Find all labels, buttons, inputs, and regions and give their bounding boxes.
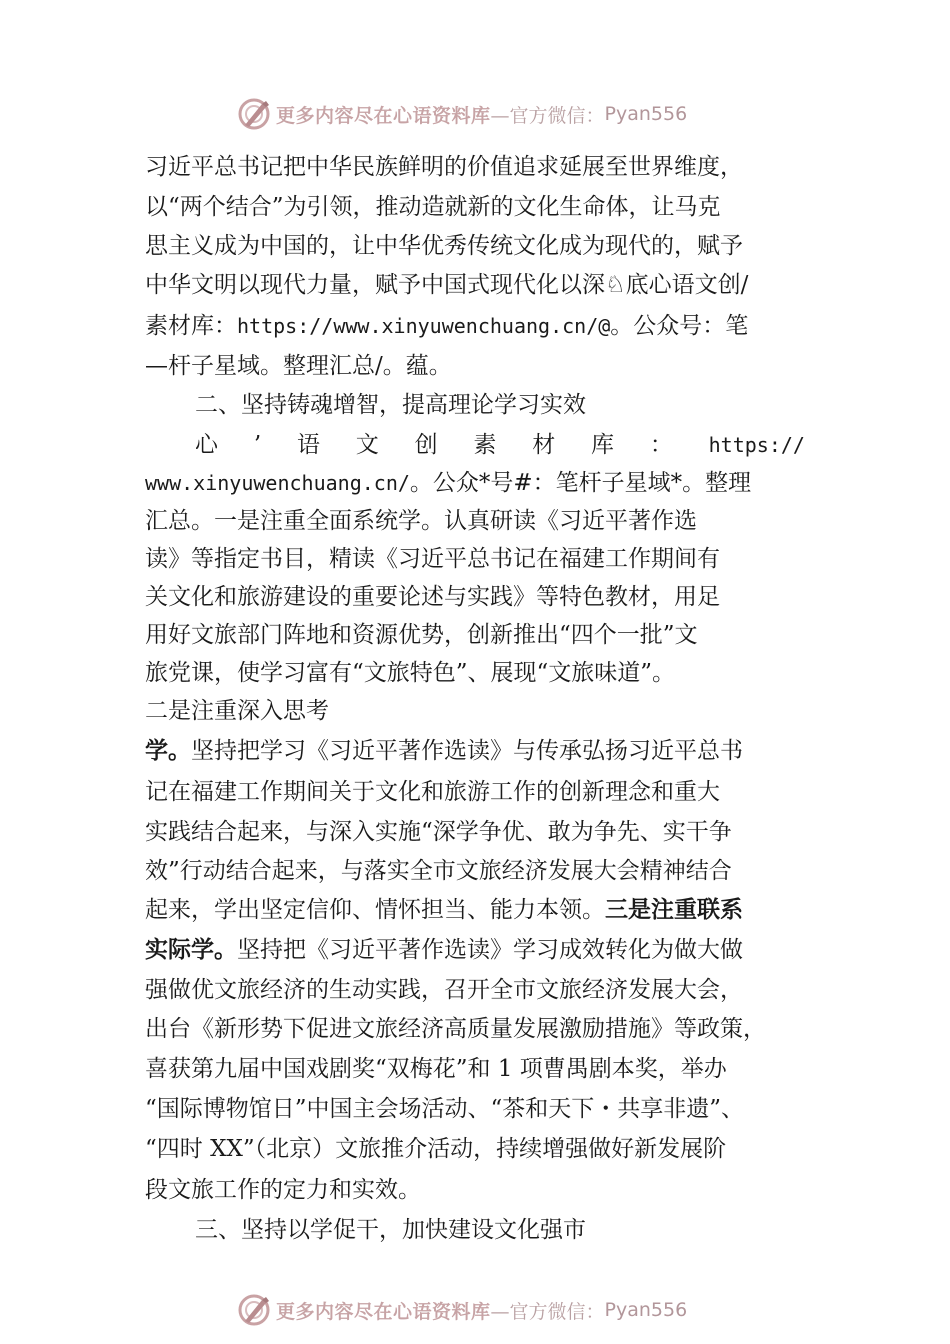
spaced-char: 创	[414, 432, 438, 458]
text-line: 二是注重深入思考	[145, 698, 329, 724]
text-line	[145, 311, 748, 341]
text-span: 坚持把学习《习近平著作选读》与传承弘扬习近平总书	[191, 738, 743, 764]
text-line: 思主义成为中国的，让中华优秀传统文化成为现代的，赋予	[145, 233, 743, 259]
text-line: 出台《新形势下促进文旅经济高质量发展激励措施》等政策，	[145, 1016, 766, 1042]
watermark-separator: —官方微信：	[490, 1300, 605, 1323]
section-heading: 三、坚持以学促干，加快建设文化强市	[195, 1217, 586, 1243]
text-line: 用好文旅部门阵地和资源优势，创新推出“四个一批”文	[145, 622, 698, 648]
text-span: 坚持把《习近平著作选读》学习成效转化为做大做	[237, 937, 743, 963]
text-line: 效”行动结合起来，与落实全市文旅经济发展大会精神结合	[145, 858, 732, 884]
text-line: 汇总。一是注重全面系统学。认真研读《习近平著作选	[145, 508, 697, 534]
text-line: “四时 XX”（北京）文旅推介活动，持续增强做好新发展阶	[145, 1136, 727, 1162]
spaced-char: 库	[591, 432, 614, 458]
text-span: 起来，学出坚定信仰、情怀担当、能力本领。	[145, 897, 605, 923]
pen-logo-icon	[236, 96, 272, 132]
text-line: 中华文明以现代力量，赋予中国式现代化以深♘底心语文创/	[145, 272, 749, 298]
text-line	[145, 468, 751, 498]
bold-text: 三是注重联系	[605, 897, 743, 923]
text-line: 习近平总书记把中华民族鲜明的价值追求延展至世界维度，	[145, 154, 743, 180]
spaced-char: ’	[253, 432, 262, 458]
text-line: 读》等指定书目，精读《习近平总书记在福建工作期间有	[145, 546, 720, 572]
spaced-char: ：	[649, 432, 673, 458]
text-line: 强做优文旅经济的生动实践，召开全市文旅经济发展大会，	[145, 977, 743, 1003]
bold-text: 学。	[145, 738, 191, 764]
text-span: 。公众*号#：笔杆子星域*。整理	[409, 470, 752, 496]
text-line	[145, 736, 743, 766]
text-line	[145, 935, 743, 965]
footer-watermark	[0, 1290, 950, 1330]
text-line: 喜获第九届中国戏剧奖“双梅花”和 1 项曹禺剧本奖，举办	[145, 1056, 727, 1082]
text-line: 记在福建工作期间关于文化和旅游工作的创新理念和重大	[145, 779, 720, 805]
text-line: 实践结合起来，与深入实施“深学争优、敢为争先、实干争	[145, 819, 732, 845]
pen-logo-icon	[236, 1292, 272, 1328]
watermark-text: 更多内容尽在心语资料库	[276, 1300, 491, 1323]
website-url: https://www.xinyuwenchuang.cn/@	[237, 314, 611, 338]
watermark-wechat-id: Pyan556	[604, 103, 688, 125]
text-line: 以“两个结合”为引领，推动造就新的文化生命体，让马克	[145, 194, 721, 220]
text-line: 关文化和旅游建设的重要论述与实践》等特色教材，用足	[145, 584, 720, 610]
section-heading: 二、坚持铸魂增智，提高理论学习实效	[195, 392, 586, 418]
spaced-char: 材	[532, 432, 556, 458]
spaced-char: 素	[473, 432, 497, 458]
text-line: “国际博物馆日”中国主会场活动、“茶和天下・共享非遗”、	[145, 1096, 745, 1122]
text-line: 旅党课，使学习富有“文旅特色”、展现“文旅味道”。	[145, 660, 676, 686]
spaced-char: 语	[296, 432, 320, 458]
bold-text: 实际学。	[145, 937, 237, 963]
watermark-wechat-id: Pyan556	[604, 1299, 688, 1321]
header-watermark	[0, 94, 950, 134]
spaced-char: 心	[195, 432, 218, 458]
text-line	[145, 895, 743, 925]
text-span: 。公众号：笔	[610, 313, 749, 339]
text-line: 段文旅工作的定力和实效。	[145, 1177, 421, 1203]
watermark-separator: —官方微信：	[490, 104, 605, 127]
watermark-text: 更多内容尽在心语资料库	[276, 104, 491, 127]
spaced-char: 文	[355, 432, 379, 458]
website-url-prefix: https://	[708, 433, 805, 457]
spaced-text-line	[195, 430, 805, 460]
text-span: 素材库：	[145, 313, 237, 339]
website-url: www.xinyuwenchuang.cn/	[145, 471, 410, 495]
text-line: —杆子星域。整理汇总/。蕴。	[145, 353, 452, 379]
